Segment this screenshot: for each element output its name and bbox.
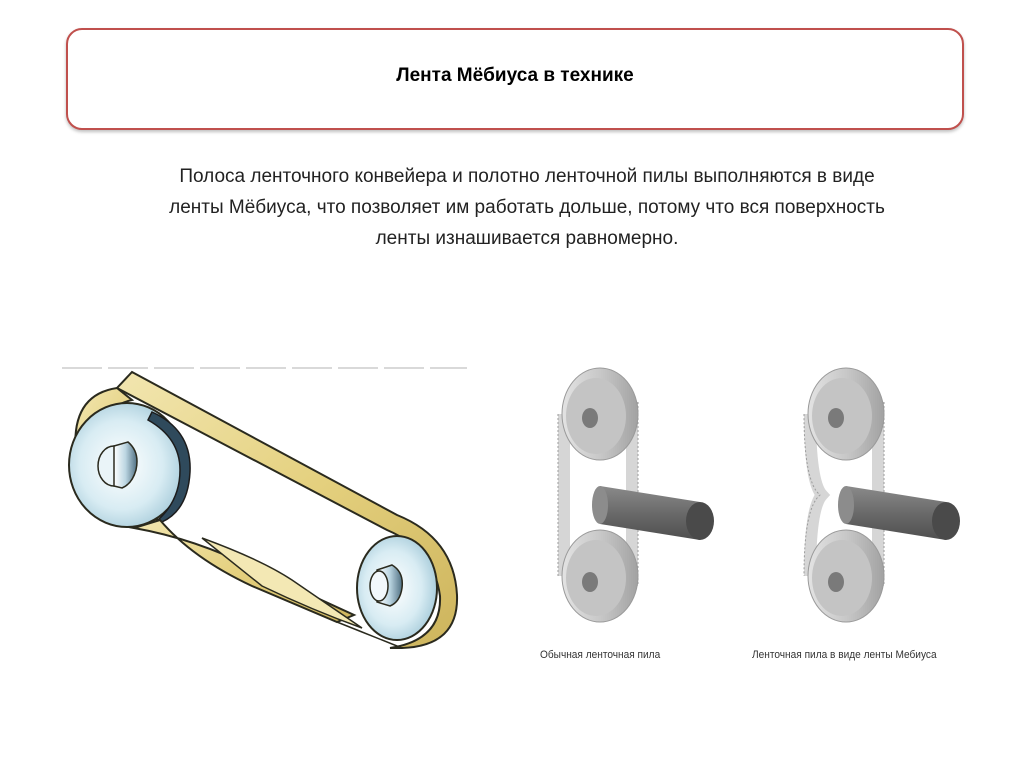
body-line-3: ленты изнашивается равномерно. (375, 228, 679, 249)
band-saw-mobius-figure (786, 362, 986, 642)
caption-mobius-saw: Ленточная пила в виде ленты Мебиуса (752, 649, 937, 661)
title-box (66, 28, 964, 130)
body-line-1: Полоса ленточного конвейера и полотно ленточной пилы выполняются в виде (179, 166, 875, 187)
slide-body (60, 161, 994, 254)
body-line-2: ленты Мёбиуса, что позволяет им работать дольше, потому что вся поверхность (169, 197, 885, 218)
caption-regular-saw: Обычная ленточная пила (540, 649, 661, 661)
mobius-conveyor-illustration (62, 360, 492, 660)
slide-title: Лента Мёбиуса в технике (396, 65, 634, 86)
band-saw-regular-figure (540, 362, 740, 642)
